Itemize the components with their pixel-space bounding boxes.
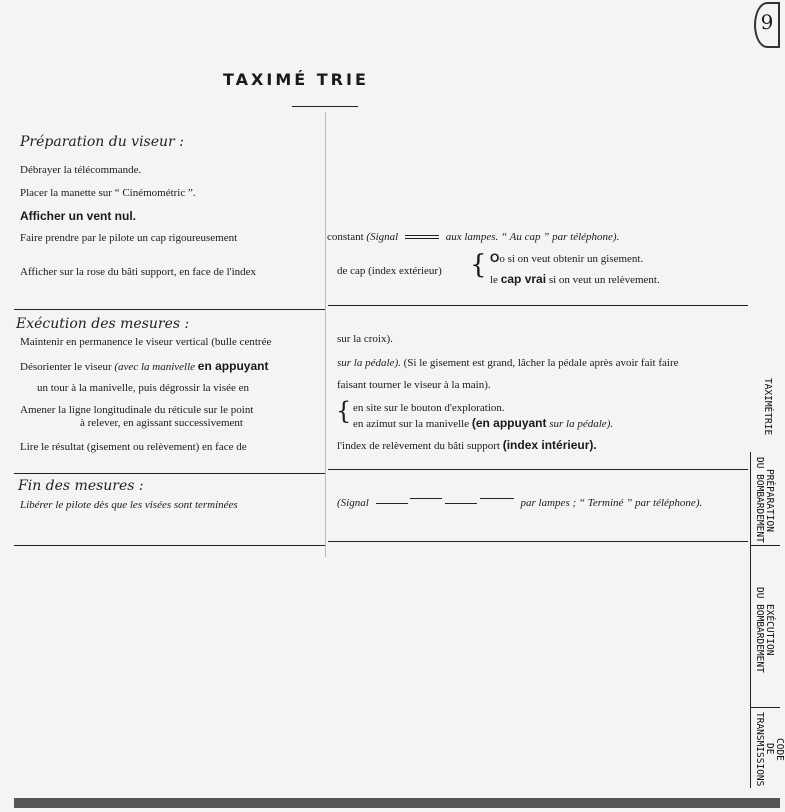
title-underline — [292, 106, 358, 107]
tab-code-line-1: CODE — [774, 737, 785, 761]
exec-row-2-left — [20, 359, 268, 373]
fin-divider-left — [14, 545, 325, 546]
prep-row-4-left: Faire prendre par le pilote un cap rigoureusement — [20, 232, 238, 244]
exec-row-4-left: Amener la ligne longitudinale du réticule sur le point — [20, 404, 254, 416]
opt2-b: cap vrai — [500, 272, 547, 286]
exec-row-2-right — [337, 357, 679, 369]
opt1-b: o si on veut obtenir un gisement. — [499, 253, 644, 265]
tab-sep-1 — [750, 545, 780, 546]
prep-row-3: Afficher un vent nul. — [20, 209, 137, 223]
opt1-a: O — [490, 251, 500, 265]
fin-signal: (Signal — [337, 497, 369, 509]
exec-row-2-c: en appuyant — [197, 359, 269, 373]
preparation-heading: Préparation du viseur : — [20, 134, 184, 150]
opt2-a: le — [490, 274, 498, 286]
exec-row-1-left: Maintenir en permanence le viseur vertical (bulle centrée — [20, 336, 272, 348]
exec-row-4-right-2c: sur la pédale). — [549, 418, 614, 430]
bottom-edge — [14, 798, 780, 808]
exec-row-2-b: (avec la manivelle — [114, 361, 196, 373]
fin-right-b: par lampes ; “ Terminé ” par téléphone). — [520, 497, 703, 509]
page-title: TAXIMÉ TRIE — [223, 70, 369, 89]
signal-long-dash — [405, 235, 439, 239]
tab-prep-line-2: DU BOMBARDEMENT — [754, 457, 765, 543]
exec-row-2-right-a: sur la pédale). — [337, 357, 401, 369]
tab-code-line-2: DE TRANSMISSIONS — [754, 712, 775, 787]
prep-row-1: Débrayer la télécommande. — [20, 164, 142, 176]
fin-left: Libérer le pilote dès que les visées sont terminées — [20, 499, 238, 511]
exec-row-5-left: Lire le résultat (gisement ou relèvement) en face de — [20, 441, 247, 453]
brace-1: { — [470, 250, 487, 280]
exec-divider-right — [328, 469, 748, 470]
fold-line — [325, 112, 326, 557]
exec-row-4-right-2b: (en appuyant — [471, 416, 547, 430]
prep-row-2: Placer la manette sur “ Cinémométric ”. — [20, 187, 196, 199]
side-tab-code[interactable] — [754, 712, 784, 786]
side-tab-preparation[interactable] — [754, 456, 774, 544]
prep-option-2 — [490, 272, 660, 286]
exec-row-5-right — [337, 438, 597, 452]
opt2-c: si on veut un relèvement. — [548, 274, 660, 286]
fin-dash-2 — [410, 497, 442, 499]
exec-row-2-a: Désorienter le viseur — [20, 361, 112, 373]
exec-row-2-right-b: (Si le gisement est grand, lâcher la pédale après avoir fait faire — [403, 357, 679, 369]
prep-row-4-right-a: constant — [327, 231, 364, 243]
prep-row-4-right — [327, 231, 619, 243]
page-number: 9 — [754, 2, 780, 48]
exec-row-3-right: faisant tourner le viseur à la main). — [337, 379, 491, 391]
tab-strip-border — [750, 452, 751, 788]
tab-exec-line-1: EXÉCUTION — [764, 604, 775, 656]
exec-row-4-left-2: à relever, en agissant successivement — [80, 417, 243, 429]
fin-heading: Fin des mesures : — [18, 478, 144, 494]
prep-row-4-right-c: aux lampes. “ Au cap ” par téléphone). — [445, 231, 620, 243]
brace-2: { — [336, 397, 352, 425]
exec-row-4-right-1: en site sur le bouton d'exploration. — [353, 402, 505, 414]
exec-row-5-right-b: (index intérieur). — [502, 438, 597, 452]
fin-dash-4 — [480, 497, 514, 499]
tab-exec-line-2: DU BOMBARDEMENT — [754, 587, 765, 673]
prep-divider-left — [14, 309, 325, 310]
exec-row-4-right-2 — [353, 416, 613, 430]
fin-divider-right — [328, 541, 748, 542]
side-tab-execution[interactable] — [754, 585, 774, 675]
exec-row-4-right-2a: en azimut sur la manivelle — [353, 418, 470, 430]
tab-sep-2 — [750, 707, 780, 708]
prep-option-1 — [490, 251, 643, 265]
exec-row-5-right-a: l'index de relèvement du bâti support — [337, 440, 500, 452]
tab-prep-line-1: PRÉPARATION — [764, 468, 775, 532]
exec-divider-left — [14, 473, 325, 474]
side-tab-taximetrie[interactable]: TAXIMÉTRIE — [762, 378, 773, 436]
exec-row-1-right: sur la croix). — [337, 333, 393, 345]
exec-row-3-left: un tour à la manivelle, puis dégrossir la visée en — [37, 382, 249, 394]
prep-row-5-left: Afficher sur la rose du bâti support, en face de l'index — [20, 266, 257, 278]
fin-dash-1 — [376, 502, 408, 504]
fin-dash-3 — [445, 502, 477, 504]
fin-right — [337, 497, 702, 509]
execution-heading: Exécution des mesures : — [16, 316, 190, 332]
prep-row-4-signal: (Signal — [366, 231, 399, 243]
prep-divider-right — [328, 305, 748, 306]
prep-row-5-right: de cap (index extérieur) — [337, 265, 442, 277]
